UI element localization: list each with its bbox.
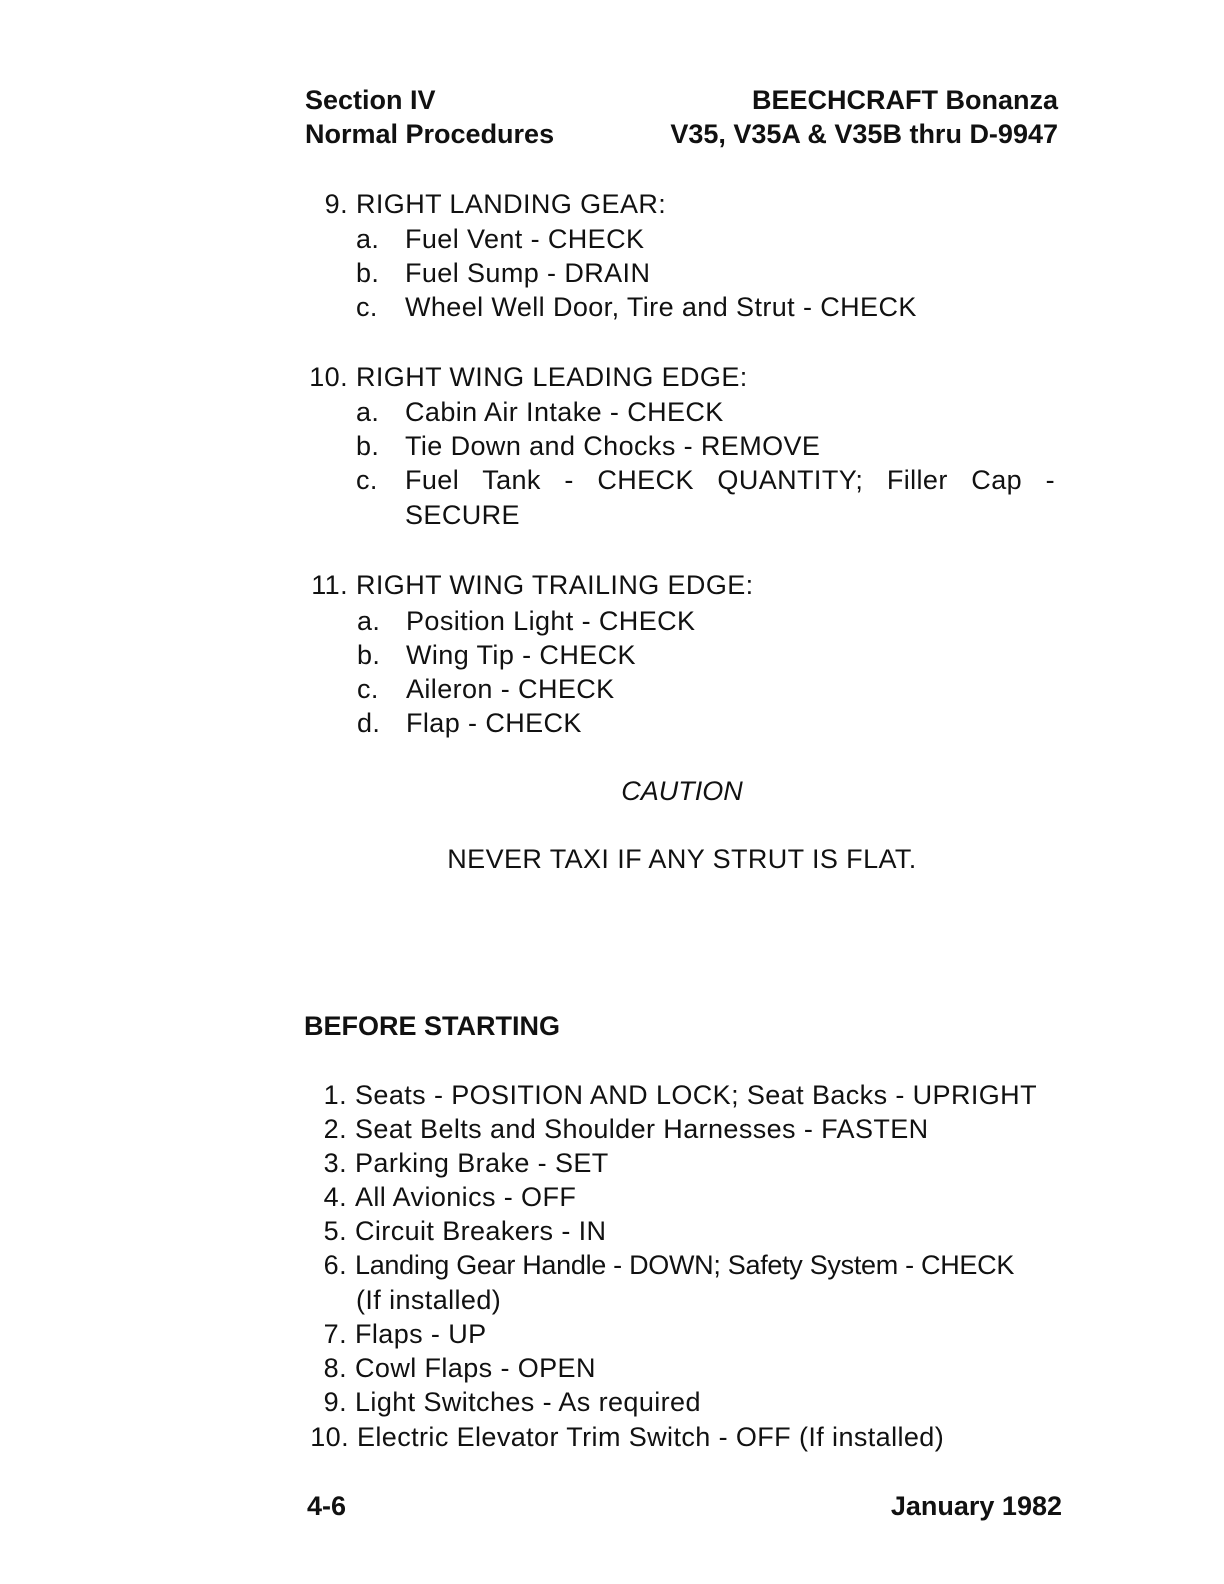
list-item-text: Electric Elevator Trim Switch - OFF (If installed) — [357, 1422, 945, 1452]
step-number: 10. — [309, 362, 348, 392]
sub-item-text: Wing Tip - CHECK — [406, 640, 636, 670]
step-title-row — [0, 187, 1224, 221]
list-item-text: Light Switches - As required — [355, 1387, 701, 1417]
list-item-text: Seats - POSITION AND LOCK; Seat Backs - UPRIGHT — [355, 1080, 1037, 1110]
publication-date: January 1982 — [890, 1491, 1062, 1521]
sub-item — [0, 256, 1224, 290]
sub-item-text: Cabin Air Intake - CHECK — [405, 397, 724, 427]
sub-item — [0, 222, 1224, 256]
caution-text: NEVER TAXI IF ANY STRUT IS FLAT. — [447, 844, 917, 874]
list-item-number: 9. — [323, 1387, 347, 1417]
sub-item-letter: c. — [357, 674, 379, 704]
list-item-number: 1. — [323, 1080, 347, 1110]
sub-item-letter: c. — [356, 292, 378, 322]
before-starting-heading: BEFORE STARTING — [304, 1011, 560, 1041]
sub-item-text: Position Light - CHECK — [406, 606, 696, 636]
list-item-continuation-text: (If installed) — [356, 1285, 502, 1315]
step-number: 9. — [324, 189, 348, 219]
caution-title: CAUTION — [621, 776, 743, 806]
list-item-text: Parking Brake - SET — [355, 1148, 609, 1178]
sub-item-letter: a. — [356, 397, 380, 427]
list-item-text: Cowl Flaps - OPEN — [355, 1353, 596, 1383]
sub-item — [0, 638, 1224, 672]
list-item-text: Seat Belts and Shoulder Harnesses - FASTEN — [355, 1114, 929, 1144]
sub-item-text: Tie Down and Chocks - REMOVE — [405, 431, 821, 461]
step-title-row — [0, 568, 1224, 602]
step-title: RIGHT LANDING GEAR: — [356, 189, 667, 219]
list-item-number: 2. — [323, 1114, 347, 1144]
list-item-number: 6. — [323, 1250, 347, 1280]
list-item-number: 10. — [310, 1422, 349, 1452]
list-item — [0, 1112, 1224, 1146]
list-item — [0, 1248, 1224, 1282]
page-number: 4-6 — [307, 1491, 347, 1521]
sub-item-letter: b. — [357, 640, 381, 670]
header-right — [670, 83, 1058, 151]
sub-item — [0, 429, 1224, 463]
list-item — [0, 1317, 1224, 1351]
list-item-text: All Avionics - OFF — [355, 1182, 577, 1212]
list-item — [0, 1146, 1224, 1180]
sub-item-text: Fuel Tank - CHECK QUANTITY; Filler Cap - — [405, 465, 1055, 495]
sub-item — [0, 604, 1224, 638]
list-item — [0, 1385, 1224, 1419]
sub-item-text: Aileron - CHECK — [406, 674, 615, 704]
section-label: Section IV — [305, 85, 436, 115]
list-item-text: Flaps - UP — [355, 1319, 487, 1349]
sub-item-letter: a. — [357, 606, 381, 636]
header-left — [305, 83, 554, 151]
sub-item — [0, 672, 1224, 706]
step-number: 11. — [311, 570, 348, 600]
list-item-number: 7. — [323, 1319, 347, 1349]
sub-item — [0, 706, 1224, 740]
aircraft-title: BEECHCRAFT Bonanza — [751, 85, 1058, 115]
list-item-number: 4. — [323, 1182, 347, 1212]
list-item-number: 3. — [323, 1148, 347, 1178]
list-item-number: 5. — [323, 1216, 347, 1246]
list-item-number: 8. — [323, 1353, 347, 1383]
sub-item-letter: b. — [356, 258, 380, 288]
step-title: RIGHT WING TRAILING EDGE: — [356, 570, 754, 600]
list-item-text: Landing Gear Handle - DOWN; Safety System - CHECK — [355, 1250, 1015, 1280]
sub-item — [0, 463, 1224, 497]
step-title: RIGHT WING LEADING EDGE: — [356, 362, 748, 392]
sub-item-continuation — [0, 498, 1224, 532]
sub-item-letter: d. — [357, 708, 381, 738]
list-item — [0, 1420, 1224, 1454]
sub-item-letter: b. — [356, 431, 380, 461]
list-item — [0, 1214, 1224, 1248]
section-subtitle: Normal Procedures — [305, 119, 555, 149]
list-item-text: Circuit Breakers - IN — [355, 1216, 607, 1246]
sub-item-text: Wheel Well Door, Tire and Strut - CHECK — [405, 292, 917, 322]
list-item — [0, 1078, 1224, 1112]
list-item — [0, 1180, 1224, 1214]
sub-item-continuation-text: SECURE — [405, 500, 520, 530]
list-item — [0, 1351, 1224, 1385]
sub-item-letter: c. — [356, 465, 378, 495]
sub-item — [0, 395, 1224, 429]
sub-item-letter: a. — [356, 224, 380, 254]
aircraft-models: V35, V35A & V35B thru D-9947 — [670, 119, 1058, 149]
sub-item — [0, 290, 1224, 324]
sub-item-text: Flap - CHECK — [406, 708, 582, 738]
step-title-row — [0, 360, 1224, 394]
sub-item-text: Fuel Sump - DRAIN — [405, 258, 651, 288]
sub-item-text: Fuel Vent - CHECK — [405, 224, 645, 254]
list-item-continuation — [0, 1283, 1224, 1317]
